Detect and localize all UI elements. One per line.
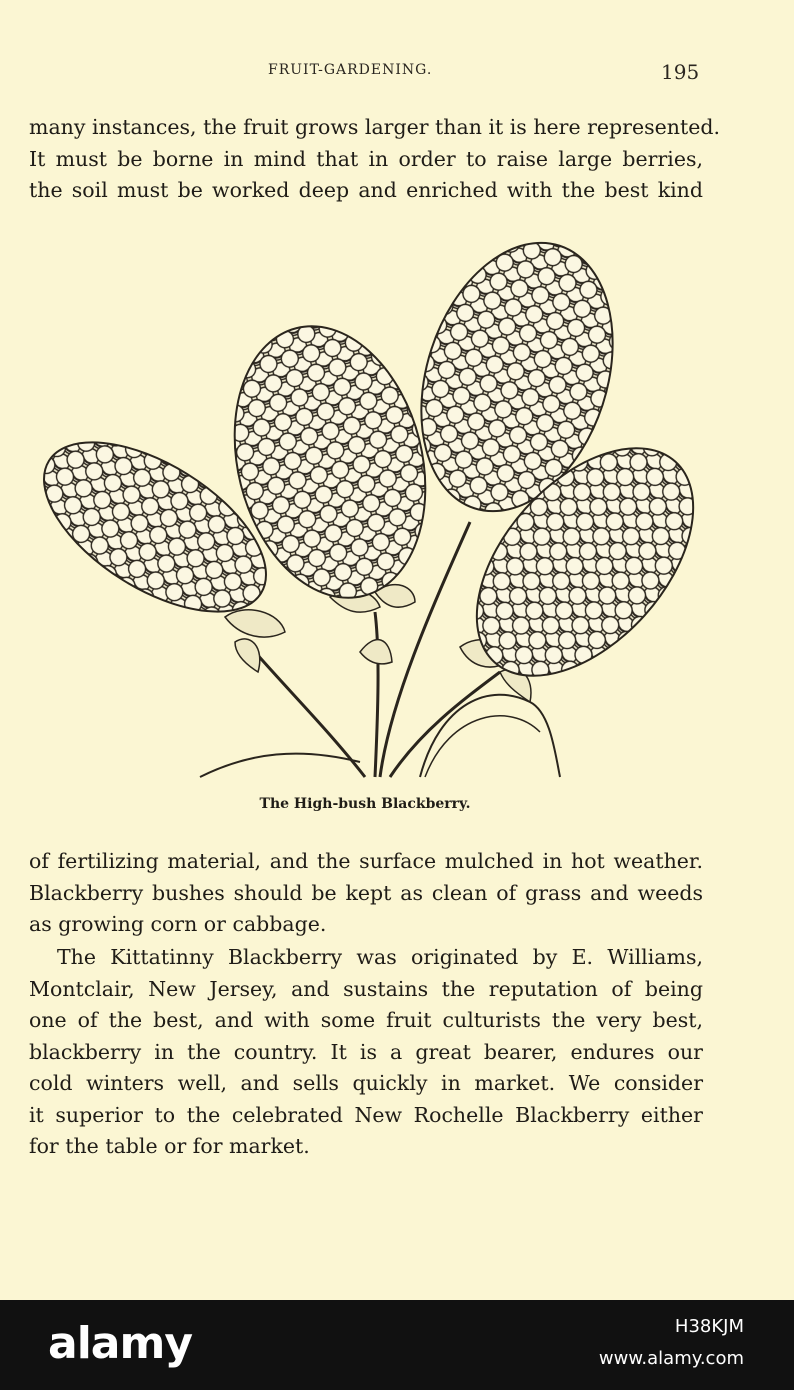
text-line: one of the best, and with some fruit culturists the very best, xyxy=(29,1008,703,1032)
text-line: many instances, the fruit grows larger than it is here represented. xyxy=(29,115,720,139)
text-line: It must be borne in mind that in order to raise large berries, xyxy=(29,146,703,171)
text-line: Montclair, New Jersey, and sustains the reputation of being xyxy=(29,976,703,1001)
top-paragraph xyxy=(29,112,720,207)
text-line: of fertilizing material, and the surface mulched in hot weather. xyxy=(29,849,703,873)
bottom-paragraph-2 xyxy=(29,942,703,1163)
bottom-paragraph-1 xyxy=(29,846,703,941)
text-line: the soil must be worked deep and enriched with the best kind xyxy=(29,178,703,202)
blackberry-illustration xyxy=(30,232,710,792)
text-line: for the table or for market. xyxy=(29,1134,310,1158)
figure-caption: The High-bush Blackberry. xyxy=(259,796,471,812)
text-line: Blackberry bushes should be kept as clean of grass and weeds xyxy=(29,880,703,905)
alamy-logo: alamy xyxy=(48,1318,192,1369)
text-line: cold winters well, and sells quickly in market. We consider xyxy=(29,1071,703,1095)
page-header xyxy=(0,60,794,86)
text-line: it superior to the celebrated New Rochelle Blackberry either xyxy=(29,1102,703,1127)
text-line: as growing corn or cabbage. xyxy=(29,912,327,936)
site-url: www.alamy.com xyxy=(598,1348,744,1369)
text-line: The Kittatinny Blackberry was originated by E. Williams, xyxy=(57,945,703,969)
text-line: blackberry in the country. It is a great bearer, endures our xyxy=(29,1039,703,1064)
page-number: 195 xyxy=(661,60,700,84)
running-head: FRUIT-GARDENING. xyxy=(268,62,433,78)
image-id: H38KJM xyxy=(674,1316,744,1337)
